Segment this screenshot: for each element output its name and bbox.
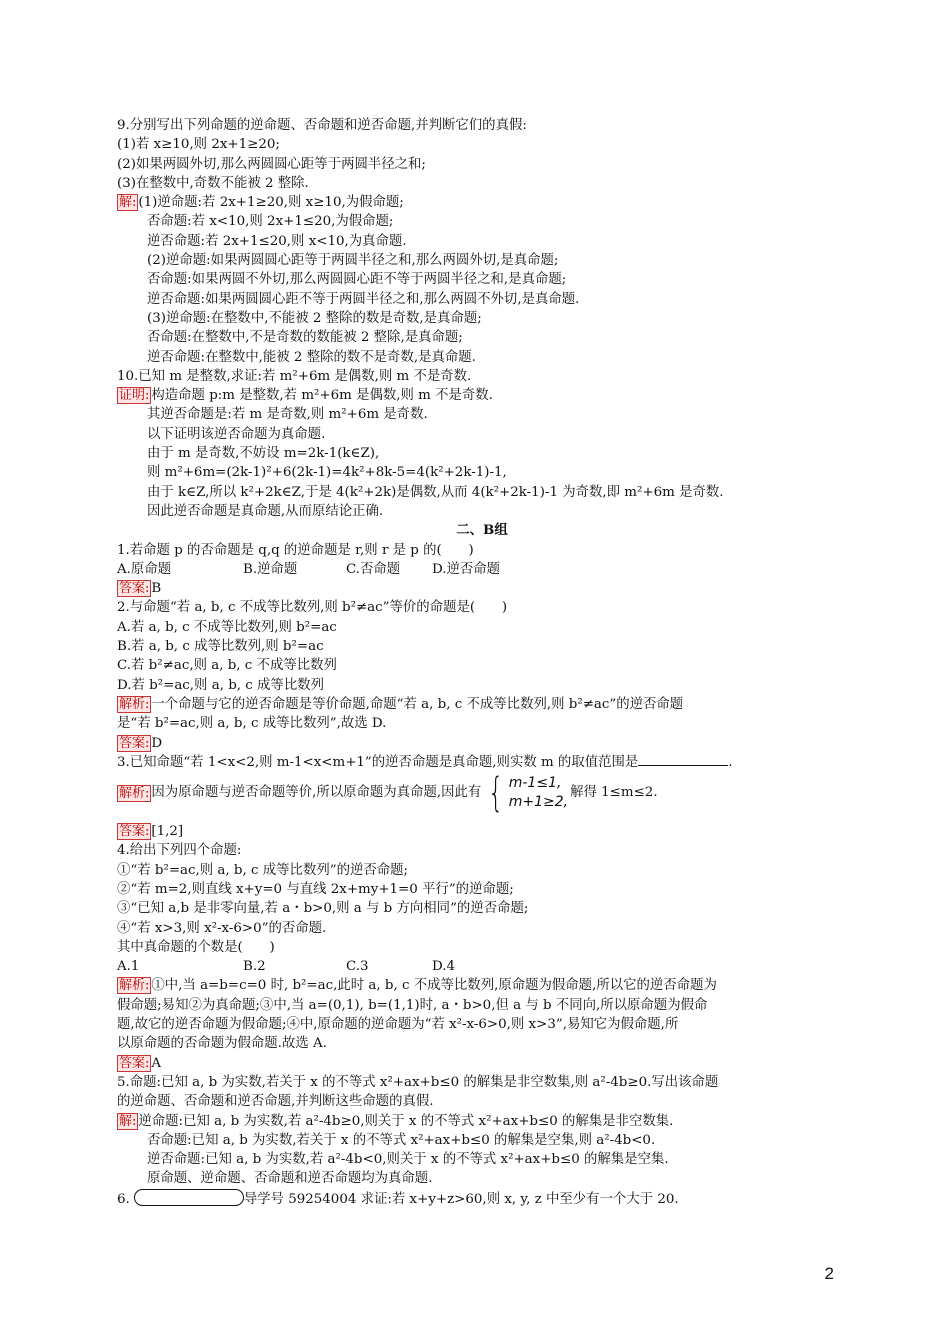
q10-proof-7: 因此逆否命题是真命题,从而原结论正确. <box>147 503 384 519</box>
b2-analysis-2: 是“若 b²=ac,则 a, b, c 成等比数列”,故选 D. <box>117 716 387 732</box>
b1-options <box>117 560 847 579</box>
b4-ask: 其中真命题的个数是( ) <box>117 939 275 955</box>
b3-analysis-text: 因为原命题与逆否命题等价,所以原命题为真命题,因此有 <box>151 785 482 801</box>
system-line-2: m+1≥2, <box>508 794 569 811</box>
q10-proof-2: 其逆否命题是:若 m 是奇数,则 m²+6m 是奇数. <box>147 407 428 423</box>
q9-sol-7: (3)逆命题:在整数中,不能被 2 整除的数是奇数,是真命题; <box>147 310 482 326</box>
b2-option-a: A.若 a, b, c 不成等比数列,则 b²=ac <box>117 619 337 635</box>
b1-option-c: C.否命题 <box>346 561 401 577</box>
oval-placeholder <box>134 1189 244 1206</box>
b2-option-d: D.若 b²=ac,则 a, b, c 成等比数列 <box>117 677 324 693</box>
b4-item-1: ①“若 b²=ac,则 a, b, c 成等比数列”的逆否命题; <box>117 862 409 878</box>
brace-symbol: { <box>488 770 504 817</box>
b5-sol-2: 否命题:已知 a, b 为实数,若关于 x 的不等式 x²+ax+b≤0 的解集是空集,则 a²-4b<0. <box>147 1132 656 1148</box>
b1-option-b: B.逆命题 <box>243 561 298 577</box>
b4-options <box>117 957 847 976</box>
q10-proof-4: 由于 m 是奇数,不妨设 m=2k-1(k∈Z), <box>147 446 380 462</box>
b4-analysis-2: 假命题;易知②为真命题;③中,当 a=(0,1), b=(1,1)时, a・b>0,但 a 与 b 不同向,所以原命题为假命 <box>117 997 708 1013</box>
b4-item-3: ③“已知 a,b 是非零向量,若 a・b>0,则 a 与 b 方向相同”的逆否命题; <box>117 901 529 917</box>
answer-tag: 答案: <box>119 824 150 840</box>
section-heading: 二、B组 <box>456 522 508 539</box>
answer-tag: 答案: <box>119 581 150 597</box>
q9-title: 9.分别写出下列命题的逆命题、否命题和逆否命题,并判断它们的真假: <box>117 118 527 133</box>
b5-sol-1: 逆命题:已知 a, b 为实数,若 a²-4b≥0,则关于 x 的不等式 x²+ax+b≤0 的解集是非空数集. <box>138 1113 674 1129</box>
b2-question: 2.与命题“若 a, b, c 不成等比数列,则 b²≠ac”等价的命题是( ) <box>117 600 508 616</box>
b5-sol-4: 原命题、逆命题、否命题和逆否命题均为真命题. <box>147 1171 433 1187</box>
q10-proof-5: 则 m²+6m=(2k-1)²+6(2k-1)=4k²+8k-5=4(k²+2k-1)-1, <box>147 465 507 481</box>
q9-sol-2: 否命题:若 x<10,则 2x+1≤20,为假命题; <box>147 214 394 230</box>
analysis-tag: 解析: <box>119 978 150 994</box>
answer-tag: 答案: <box>119 1055 150 1071</box>
page-number: 2 <box>824 1264 834 1283</box>
b4-analysis-1 <box>117 976 847 995</box>
q9-sol-1: (1)逆命题:若 2x+1≥20,则 x≥10,为假命题; <box>138 195 404 211</box>
analysis-tag: 解析: <box>119 785 150 801</box>
b2-analysis-text-1: 一个命题与它的逆否命题是等价命题,命题“若 a, b, c 不成等比数列,则 b²≠ac”的逆否命题 <box>151 696 684 712</box>
b4-option-c: C.3 <box>346 959 369 975</box>
b2-answer-value: D <box>151 735 163 751</box>
b3-answer-value: [1,2] <box>151 824 184 840</box>
b4-answer <box>117 1054 847 1073</box>
q9-sol-6: 逆否命题:如果两圆圆心距不等于两圆半径之和,那么两圆不外切,是真命题. <box>147 291 580 307</box>
b1-question: 1.若命题 p 的否命题是 q,q 的逆命题是 r,则 r 是 p 的( ) <box>117 542 474 558</box>
b2-option-b: B.若 a, b, c 成等比数列,则 b²=ac <box>117 639 324 655</box>
q9-solution-first <box>117 193 847 212</box>
b1-answer <box>117 579 847 598</box>
solution-tag: 解: <box>119 195 137 211</box>
b3-analysis-result: 解得 1≤m≤2. <box>570 785 658 801</box>
b4-item-2: ②“若 m=2,则直线 x+y=0 与直线 2x+my+1=0 平行”的逆命题; <box>117 881 514 897</box>
worksheet-page <box>117 116 847 1208</box>
solution-tag: 解: <box>119 1113 137 1129</box>
q10-proof-6: 由于 k∈Z,所以 k²+2k∈Z,于是 4(k²+2k)是偶数,从而 4(k²+2k-1)-1 为奇数,即 m²+6m 是奇数. <box>147 484 724 500</box>
b4-item-4: ④“若 x>3,则 x²-x-6>0”的否命题. <box>117 920 327 936</box>
q9-item-2: (2)如果两圆外切,那么两圆圆心距等于两圆半径之和; <box>117 156 426 172</box>
b4-option-d: D.4 <box>432 959 456 975</box>
system-line-1: m-1≤1, <box>508 775 562 792</box>
b5-sol-3: 逆否命题:已知 a, b 为实数,若 a²-4b<0,则关于 x 的不等式 x²+ax+b≤0 的解集是空集. <box>147 1152 669 1168</box>
b6-question <box>117 1189 847 1208</box>
b2-option-c: C.若 b²≠ac,则 a, b, c 不成等比数列 <box>117 658 337 674</box>
system-lines <box>509 774 568 812</box>
inequality-system <box>483 770 569 817</box>
b1-option-d: D.逆否命题 <box>432 561 501 577</box>
q10-proof-first <box>117 386 847 405</box>
b5-question-1: 5.命题:已知 a, b 为实数,若关于 x 的不等式 x²+ax+b≤0 的解集是非空数集,则 a²-4b≥0.写出该命题 <box>117 1074 719 1090</box>
b4-option-b: B.2 <box>243 959 266 975</box>
proof-tag: 证明: <box>119 388 150 404</box>
q10-title: 10.已知 m 是整数,求证:若 m²+6m 是偶数,则 m 不是奇数. <box>117 368 472 384</box>
b4-analysis-4: 以原命题的否命题为假命题.故选 A. <box>117 1036 327 1052</box>
analysis-tag: 解析: <box>119 696 150 712</box>
b4-option-a: A.1 <box>117 959 140 975</box>
b4-analysis-3: 题,故它的逆否命题为假命题;④中,原命题的逆命题为“若 x²-x-6>0,则 x>3”,易知它为假命题,所 <box>117 1017 679 1033</box>
q10-proof-1: 构造命题 p:m 是整数,若 m²+6m 是偶数,则 m 不是奇数. <box>151 388 493 404</box>
b4-question: 4.给出下列四个命题: <box>117 843 242 859</box>
b3-analysis <box>117 770 847 817</box>
q9-sol-9: 逆否命题:在整数中,能被 2 整除的数不是奇数,是真命题. <box>147 349 476 365</box>
b5-question-2: 的逆命题、否命题和逆否命题,并判断这些命题的真假. <box>117 1094 434 1110</box>
b4-analysis-text-1: ①中,当 a=b=c=0 时, b²=ac,此时 a, b, c 不成等比数列,原命题为假命题,所以它的逆否命题为 <box>151 978 717 994</box>
b3-question-text: 3.已知命题“若 1<x<2,则 m-1<x<m+1”的逆否命题是真命题,则实数 m 的取值范围是 <box>117 754 639 770</box>
answer-blank <box>638 753 728 766</box>
q9-item-1: (1)若 x≥10,则 2x+1≥20; <box>117 137 280 153</box>
b1-answer-value: B <box>151 581 162 597</box>
q9-sol-4: (2)逆命题:如果两圆圆心距等于两圆半径之和,那么两圆外切,是真命题; <box>147 253 559 269</box>
answer-tag: 答案: <box>119 735 150 751</box>
b6-number: 6. <box>117 1191 130 1207</box>
b2-analysis-1 <box>117 695 847 714</box>
b3-question-end: . <box>728 754 733 770</box>
b6-text: 导学号 59254004 求证:若 x+y+z>60,则 x, y, z 中至少有一个大于 20. <box>243 1191 679 1207</box>
q9-sol-3: 逆否命题:若 2x+1≤20,则 x<10,为真命题. <box>147 233 407 249</box>
q10-proof-3: 以下证明该逆否命题为真命题. <box>147 426 326 442</box>
b3-question <box>117 753 847 772</box>
b3-answer <box>117 822 847 841</box>
b4-answer-value: A <box>151 1055 162 1071</box>
q9-sol-8: 否命题:在整数中,不是奇数的数能被 2 整除,是真命题; <box>147 330 463 346</box>
b1-option-a: A.原命题 <box>117 561 172 577</box>
b2-answer <box>117 734 847 753</box>
q9-sol-5: 否命题:如果两圆不外切,那么两圆圆心距不等于两圆半径之和,是真命题; <box>147 272 567 288</box>
b5-solution-first <box>117 1112 847 1131</box>
q9-item-3: (3)在整数中,奇数不能被 2 整除. <box>117 175 309 191</box>
